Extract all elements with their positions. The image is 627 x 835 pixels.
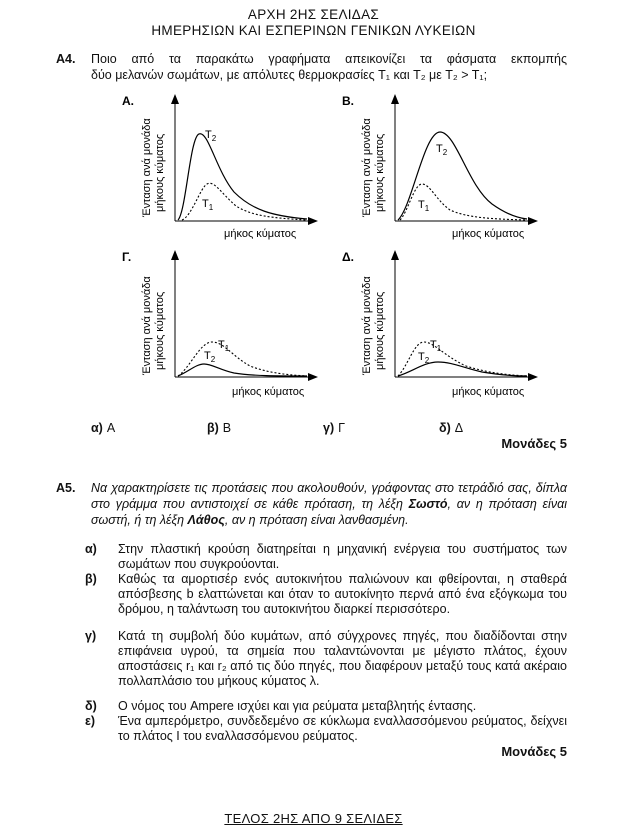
graph-c-label: Γ. xyxy=(122,250,132,264)
graph-a-t2-label: $T_2$ xyxy=(205,129,217,143)
a5-instr-part1: Να χαρακτηρίσετε τις προτάσεις που ακολουθούν, γράφοντας στο τετράδιό σας, δίπλα στο γράμμα που αντιστοιχεί σε κάθε πρόταση, τη λέξη xyxy=(91,481,567,511)
a5-marks: Μονάδες 5 xyxy=(501,744,567,759)
page-header-line1: ΑΡΧΗ 2ΗΣ ΣΕΛΙΔΑΣ xyxy=(247,7,380,22)
graph-d xyxy=(332,248,544,400)
page-footer: ΤΕΛΟΣ 2ΗΣ ΑΠΟ 9 ΣΕΛΙΔΕΣ xyxy=(224,811,403,826)
graph-c-xlabel: μήκος κύματος xyxy=(232,386,305,398)
a4-option-b-letter: β) xyxy=(207,421,219,435)
question-a4-text xyxy=(91,51,567,83)
question-a5-instructions xyxy=(91,480,567,528)
graph-a-label: Α. xyxy=(122,94,134,108)
question-a4-number: Α4. xyxy=(56,52,76,66)
a5-item-a-text: Στην πλαστική κρούση διατηρείται η μηχανική ενέργεια του συστήματος των σωμάτων που συγκρούονται. xyxy=(118,542,567,571)
a5-item-c-letter: γ) xyxy=(85,629,97,643)
a4-option-a-text: Α xyxy=(106,421,116,435)
graph-c-ylabel1: Ένταση ανά μονάδα xyxy=(141,276,153,375)
graph-b-t1-label: $T_1$ xyxy=(418,199,430,213)
graph-d-t1-label: $T_1$ xyxy=(430,339,442,353)
page-header-line2: ΗΜΕΡΗΣΙΩΝ ΚΑΙ ΕΣΠΕΡΙΝΩΝ ΓΕΝΙΚΩΝ ΛΥΚΕΙΩΝ xyxy=(151,23,476,38)
graph-b-label: Β. xyxy=(342,94,354,108)
graph-a xyxy=(112,92,324,242)
graph-b-x-arrow xyxy=(528,217,538,225)
graph-a-curve-t2 xyxy=(178,134,307,220)
a5-instr-part2: , αν η πρόταση είναι σωστή, ή τη λέξη xyxy=(91,497,567,527)
a5-item-e-letter: ε) xyxy=(85,714,96,728)
a5-word-true: Σωστό xyxy=(408,497,448,511)
a5-item-a-letter: α) xyxy=(85,542,97,556)
a4-option-a-letter: α) xyxy=(91,421,103,435)
graph-b-xlabel: μήκος κύματος xyxy=(452,228,525,240)
a5-item-b-text: Καθώς τα αμορτισέρ ενός αυτοκινήτου παλιώνουν και φθείρονται, η σταθερά απόσβεσης b ελαττώνεται και όταν το αυτοκίνητο περνά από ένα εξόγκωμα του δρόμου, η ταλάντωση του αυτοκινήτου διαρκεί περισσότερο. xyxy=(118,572,567,616)
a5-instr-part3: , αν η πρόταση είναι λανθασμένη. xyxy=(224,513,409,527)
a4-option-c-text: Γ xyxy=(338,421,346,435)
a5-item-b-letter: β) xyxy=(85,572,97,586)
graph-d-y-arrow xyxy=(391,250,399,260)
graph-a-t1-label: $T_1$ xyxy=(202,198,214,212)
graph-d-ylabel2: μήκους κύματος xyxy=(374,291,386,370)
a5-word-false: Λάθος xyxy=(187,513,225,527)
graph-d-x-arrow xyxy=(528,373,538,381)
graph-a-y-arrow xyxy=(171,94,179,104)
a5-item-e-text: Ένα αμπερόμετρο, συνδεδεμένο σε κύκλωμα εναλλασσόμενου ρεύματος, δείχνει το πλάτος I του εναλλασσόμενου ρεύματος. xyxy=(118,714,567,743)
question-a5-number: Α5. xyxy=(56,481,76,495)
graph-b xyxy=(332,92,544,242)
graph-c-y-arrow xyxy=(171,250,179,260)
a5-item-d-letter: δ) xyxy=(85,699,97,713)
graph-a-ylabel1: Ένταση ανά μονάδα xyxy=(141,118,153,217)
a5-item-d-text: Ο νόμος του Ampere ισχύει και για ρεύματα μεταβλητής έντασης. xyxy=(118,699,477,713)
a4-option-b xyxy=(207,421,231,435)
question-a4-line2: δύο μελανών σωμάτων, με απόλυτες θερμοκρασίες T₁ και T₂ με T₂ > T₁; xyxy=(91,68,488,82)
graph-c xyxy=(112,248,324,400)
graph-a-xlabel: μήκος κύματος xyxy=(224,228,297,240)
a4-option-d-letter: δ) xyxy=(439,421,451,435)
a4-option-c-letter: γ) xyxy=(323,421,335,435)
graph-c-ylabel2: μήκους κύματος xyxy=(154,291,166,370)
graph-b-y-arrow xyxy=(391,94,399,104)
graph-d-t2-label: $T_2$ xyxy=(418,351,430,365)
a4-option-d-text: Δ xyxy=(454,421,464,435)
graph-d-ylabel1: Ένταση ανά μονάδα xyxy=(361,276,373,375)
graph-c-t1-label: $T_1$ xyxy=(218,339,230,353)
graph-b-ylabel2: μήκους κύματος xyxy=(374,133,386,212)
a4-option-c xyxy=(323,421,345,435)
a4-option-b-text: Β xyxy=(222,421,232,435)
graph-c-x-arrow xyxy=(308,373,318,381)
a4-marks: Μονάδες 5 xyxy=(501,436,567,451)
graph-b-ylabel1: Ένταση ανά μονάδα xyxy=(361,118,373,217)
a5-item-c-text: Κατά τη συμβολή δύο κυμάτων, από σύγχρονες πηγές, που διαδίδονται στην επιφάνεια υγρού, τα σημεία που ταλαντώνονται με μέγιστο πλάτος, έχουν αποστάσεις r₁ και r₂ από τις δύο πηγές, που διαφέρουν μεταξύ τους κατά ακέραιο πολλαπλάσιο του μήκους κύματος λ. xyxy=(118,629,567,688)
a4-option-a xyxy=(91,421,115,435)
graph-d-xlabel: μήκος κύματος xyxy=(452,386,525,398)
graph-a-ylabel2: μήκους κύματος xyxy=(154,133,166,212)
question-a4-line1: Ποιο από τα παρακάτω γραφήματα απεικονίζει τα φάσματα εκπομπής xyxy=(91,52,567,66)
graph-c-t2-label: $T_2$ xyxy=(204,350,216,364)
graph-d-label: Δ. xyxy=(342,250,354,264)
graph-a-x-arrow xyxy=(308,217,318,225)
graph-c-curve-t1 xyxy=(178,342,307,376)
a4-option-d xyxy=(439,421,463,435)
graph-b-t2-label: $T_2$ xyxy=(436,143,448,157)
